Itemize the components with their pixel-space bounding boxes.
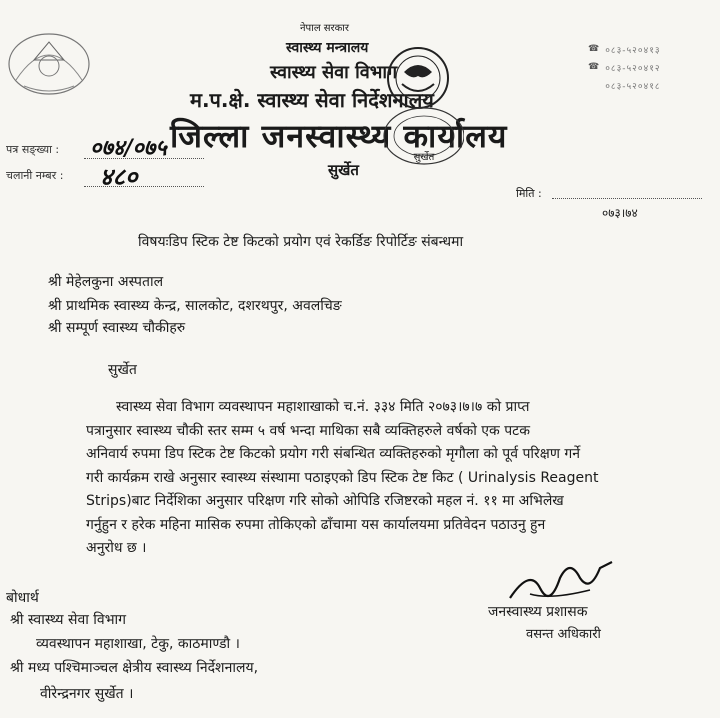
cc-line: श्री मध्य पश्चिमाञ्चल क्षेत्रीय स्वास्थ्य निर्देशनालय, — [10, 660, 259, 676]
letterhead-office: जिल्ला जनस्वास्थ्य कार्यालय — [170, 117, 508, 155]
letterhead-department: स्वास्थ्य सेवा विभाग — [270, 62, 398, 83]
contact-line: ०८३-५२०४१८ — [605, 81, 661, 92]
letterhead-government: नेपाल सरकार — [300, 23, 349, 34]
dispatch-no-value: ४८० — [100, 162, 138, 191]
letterhead-directorate: म.प.क्षे. स्वास्थ्य सेवा निर्देशनालय — [190, 88, 434, 112]
salutation: सुर्खेत — [108, 362, 137, 378]
letterhead-location: सुर्खेत — [328, 161, 359, 179]
signatory-name: वसन्त अधिकारी — [526, 627, 601, 642]
contact-line: ☎ ०८३-५२०४१२ — [588, 62, 661, 74]
letter-subject: विषयःडिप स्टिक टेष्ट किटको प्रयोग एवं रेकर्डिङ रिपोर्टिङ संबन्धमा — [138, 234, 464, 250]
cc-line: श्री स्वास्थ्य सेवा विभाग — [10, 612, 127, 628]
phone-icon: ☎ — [588, 44, 600, 54]
body-line: गर्नुहुन र हरेक महिना मासिक रुपमा तोकिएको ढाँचामा यस कार्यालयमा प्रतिवेदन पठाउनु हुन — [86, 516, 546, 533]
fiscal-year-code: ०७३।७४ — [602, 206, 638, 220]
letterhead-ministry: स्वास्थ्य मन्त्रालय — [286, 40, 369, 56]
contact-block — [588, 42, 708, 96]
addressee-line: श्री सम्पूर्ण स्वास्थ्य चौकीहरु — [48, 320, 186, 336]
signatory-title: जनस्वास्थ्य प्रशासक — [488, 604, 588, 620]
letter-no-label: पत्र सङ्ख्या : — [6, 143, 60, 156]
body-paragraph — [86, 396, 696, 561]
addressee-line: श्री मेहेलकुना अस्पताल — [48, 274, 164, 290]
body-line: अनुरोध छ । — [86, 540, 147, 556]
body-line: Strips)बाट निर्देशिका अनुसार परिक्षण गरि सोको ओपिडि रजिष्टरको महल नं. ११ मा अभिलेख — [86, 493, 564, 509]
body-line: अनिवार्य रुपमा डिप स्टिक टेष्ट किटको प्रयोग गरी संबन्धित व्यक्तिहरुको मृगौला को पूर्व परिक्षण गर्ने — [86, 446, 581, 462]
fax-icon: ☎ — [588, 62, 600, 72]
addressee-line: श्री प्राथमिक स्वास्थ्य केन्द्र, सालकोट, दशरथपुर, अवलचिङ — [48, 298, 342, 314]
cc-line: व्यवस्थापन महाशाखा, टेकु, काठमाण्डौ । — [36, 636, 240, 652]
contact-line: ☎ ०८३-५२०४१३ — [588, 44, 661, 56]
date-label: मिति : — [516, 187, 542, 200]
cc-line: वीरेन्द्रनगर सुर्खेत । — [40, 686, 134, 702]
body-line: पत्रानुसार स्वास्थ्य चौकी स्तर सम्म ५ वर्ष भन्दा माथिका सबै व्यक्तिहरुले वर्षको एक पटक — [86, 422, 530, 439]
handwritten-signature — [500, 548, 620, 608]
body-line: गरी कार्यक्रम राखे अनुसार स्वास्थ्य संस्थामा पठाइएको डिप स्टिक टेष्ट किट ( Urinalysis Reagent — [86, 469, 599, 486]
seal-text: सुर्खेत — [413, 152, 435, 163]
body-line: स्वास्थ्य सेवा विभाग व्यवस्थापन महाशाखाको च.नं. ३३४ मिति २०७३।७।७ को प्राप्त — [116, 399, 530, 415]
office-seal-stamp — [372, 28, 464, 168]
letter-no-value: ०७४/०७५ — [90, 135, 167, 161]
dispatch-no-label: चलानी नम्बर : — [6, 169, 64, 182]
cc-heading: बोधार्थ — [6, 590, 39, 606]
nepal-emblem-logo — [4, 20, 94, 100]
